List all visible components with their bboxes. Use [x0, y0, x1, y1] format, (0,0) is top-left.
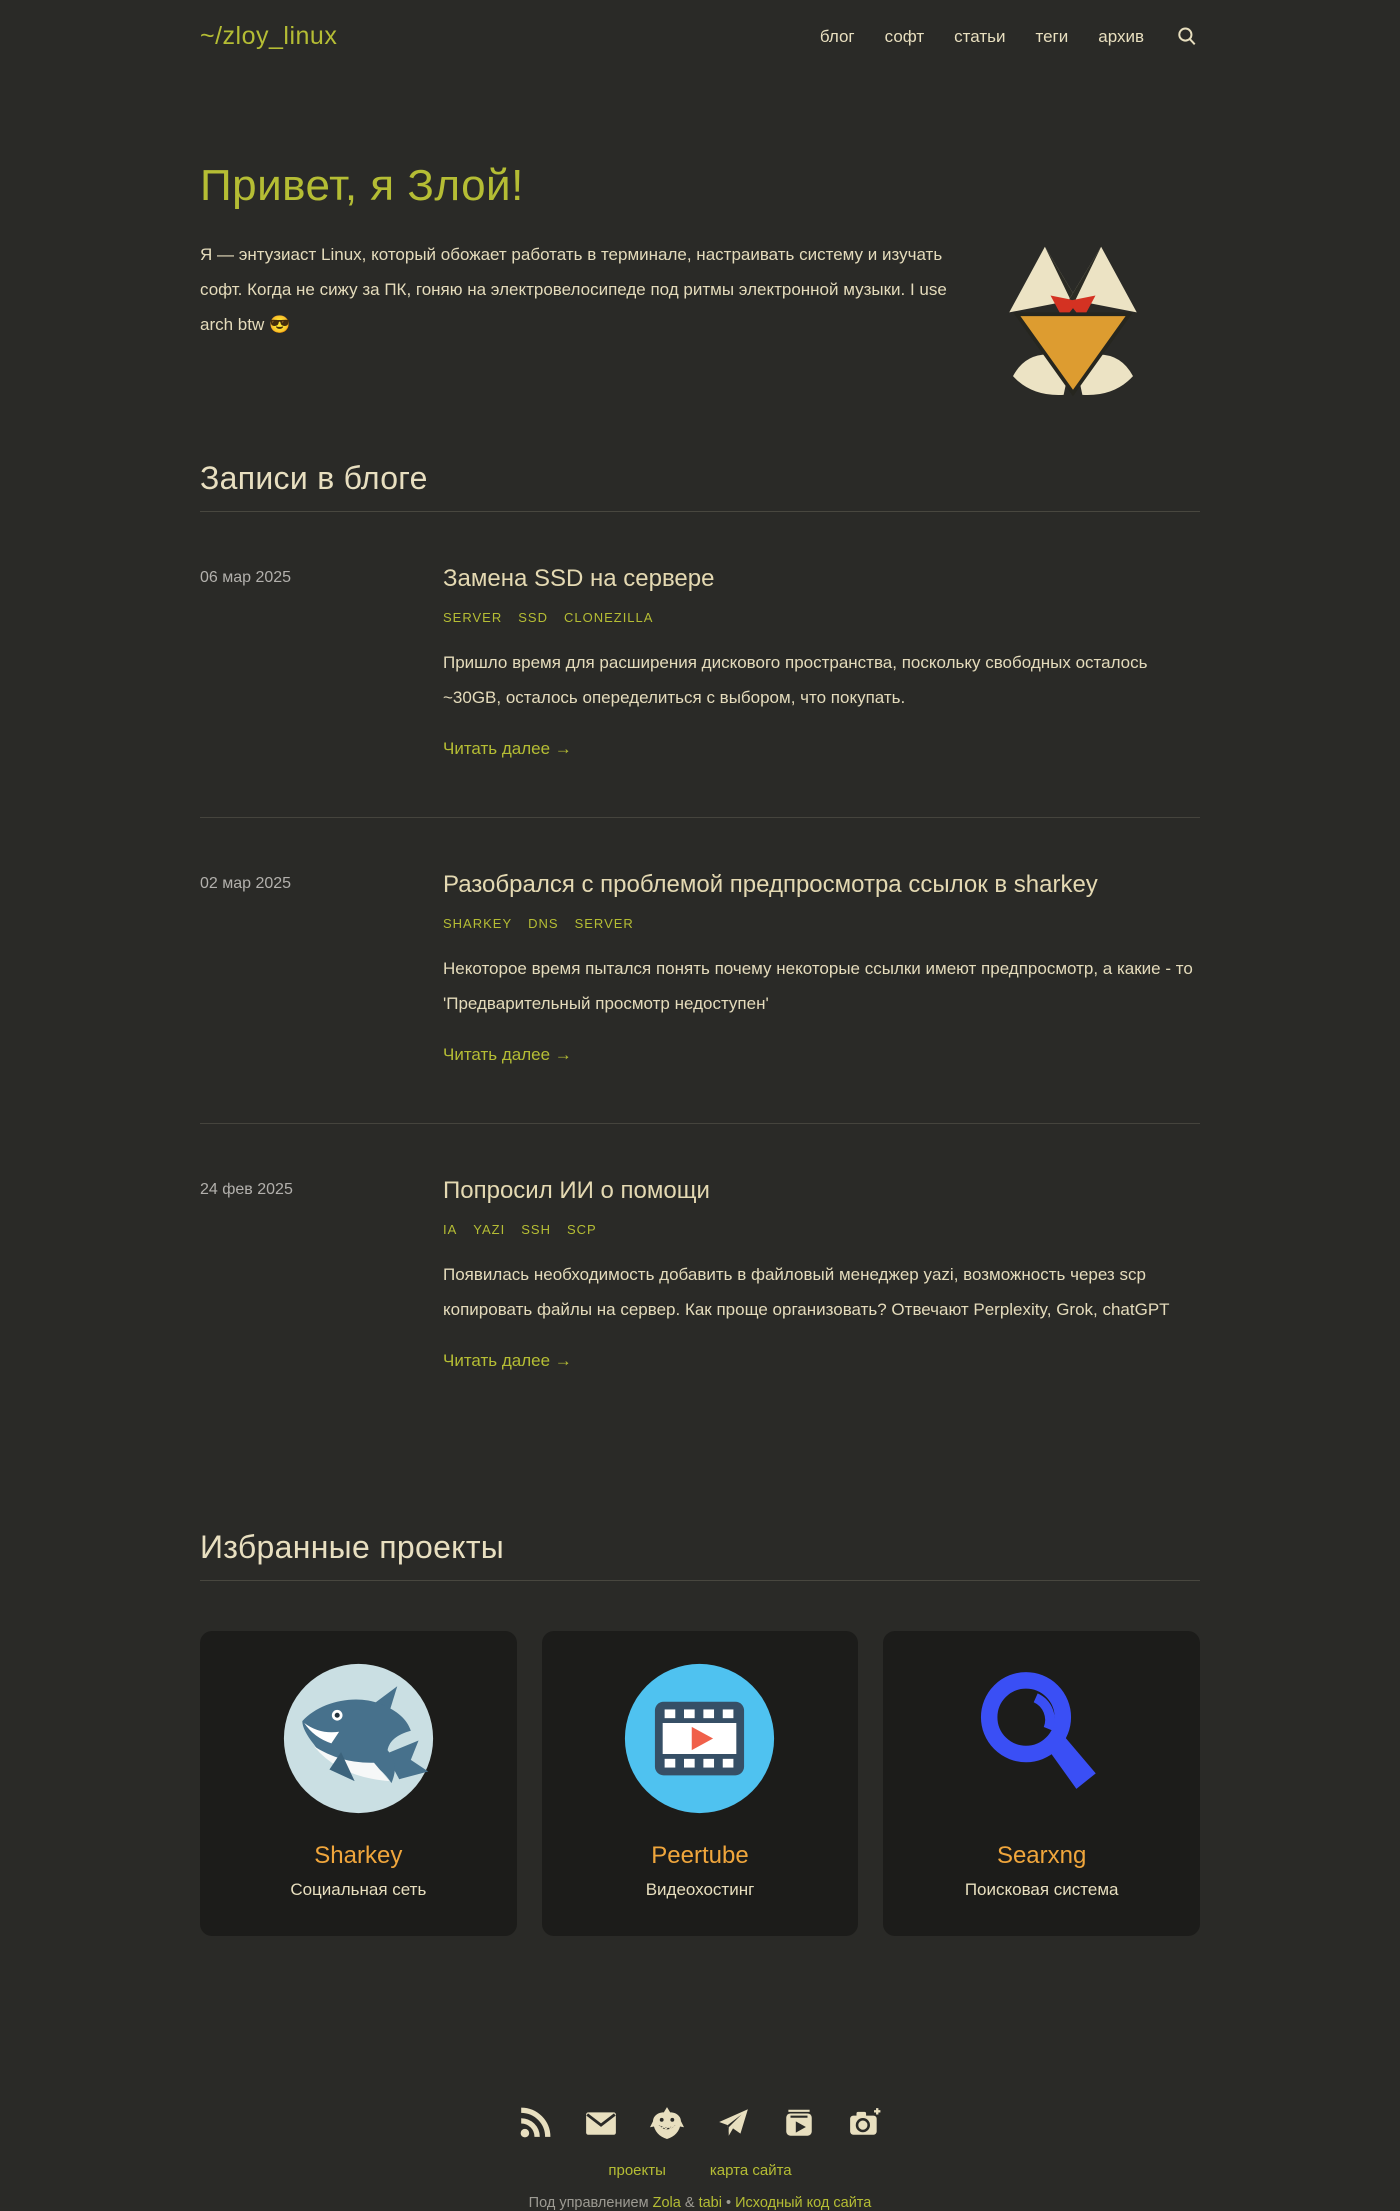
project-subtitle: Поисковая система: [964, 1880, 1119, 1899]
project-title: Sharkey: [314, 1842, 403, 1869]
page-title: Привет, я Злой!: [200, 161, 524, 210]
project-subtitle: Социальная сеть: [290, 1880, 427, 1899]
post-tags: [443, 610, 1200, 625]
hero-intro: Я — энтузиаст Linux, который обожает работать в терминале, настраивать систему и изучать софт. Когда не сижу за ПК, гоняю на электровелосипеде под ритмы электронной музыки. I use arch btw 😎: [200, 245, 947, 334]
post-date: 24 фев 2025: [200, 1181, 293, 1198]
telegram-icon[interactable]: [716, 2106, 750, 2140]
project-card-peertube[interactable]: [542, 1631, 859, 1936]
site-header: [0, 0, 1400, 51]
footer-link-projects[interactable]: проекты: [608, 2162, 666, 2179]
rss-icon[interactable]: [518, 2106, 552, 2140]
tag-link[interactable]: YAZI: [473, 1222, 506, 1237]
source-code-link[interactable]: Исходный код сайта: [735, 2195, 872, 2211]
post-title-link[interactable]: Разобрался с проблемой предпросмотра ссылок в sharkey: [443, 871, 1098, 898]
footer-link-sitemap[interactable]: карта сайта: [709, 2162, 792, 2179]
credits-amp: &: [684, 2195, 695, 2211]
search-icon[interactable]: [1174, 24, 1200, 50]
credits-sep: •: [726, 2195, 732, 2211]
site-footer: [0, 2106, 1400, 2211]
post-excerpt: Некоторое время пытался понять почему некоторые ссылки имеют предпросмотр, а какие - то 'Предварительный просмотр недоступен': [443, 959, 1193, 1013]
main-nav: [820, 24, 1200, 50]
tag-link[interactable]: SSH: [521, 1222, 551, 1237]
camera-plus-icon[interactable]: [848, 2106, 882, 2140]
hero-section: [200, 161, 1200, 402]
site-logo[interactable]: ~/zloy_linux: [200, 22, 338, 50]
project-cards: [200, 1631, 1200, 1936]
post-tags: [443, 916, 1200, 931]
social-links: [0, 2106, 1400, 2140]
credits-prefix: Под управлением: [528, 2195, 649, 2211]
nav-blog[interactable]: блог: [819, 26, 855, 46]
nav-articles[interactable]: статьи: [954, 26, 1006, 46]
project-title: Searxng: [996, 1842, 1087, 1869]
post-excerpt: Появилась необходимость добавить в файловый менеджер yazi, возможность через scp копировать файлы на сервер. Как проще организовать? Отвечают Perplexity, Grok, chatGPT: [443, 1265, 1170, 1319]
zola-link[interactable]: Zola: [652, 2195, 681, 2211]
post-title-link[interactable]: Попросил ИИ о помощи: [443, 1177, 710, 1204]
shark-icon: [281, 1661, 436, 1816]
blog-posts: [200, 512, 1200, 1429]
tabi-link[interactable]: tabi: [698, 2195, 722, 2211]
projects-section-title: Избранные проекты: [200, 1529, 1200, 1581]
project-card-sharkey[interactable]: [200, 1631, 517, 1936]
blog-post: [200, 1124, 1200, 1429]
nav-soft[interactable]: софт: [884, 26, 925, 46]
project-subtitle: Видеохостинг: [645, 1880, 755, 1899]
tag-link[interactable]: SCP: [566, 1222, 597, 1237]
project-title: Peertube: [651, 1842, 749, 1869]
read-more-link[interactable]: Читать далее →: [443, 1045, 572, 1064]
tag-link[interactable]: SERVER: [443, 610, 503, 625]
tag-link[interactable]: SERVER: [574, 916, 634, 931]
post-date: 06 мар 2025: [200, 569, 292, 586]
angry-fox-icon: [998, 239, 1148, 402]
project-card-searxng[interactable]: [883, 1631, 1200, 1936]
film-strip-icon: [622, 1661, 777, 1816]
blog-post: [200, 512, 1200, 818]
post-date: 02 мар 2025: [200, 875, 292, 892]
footer-links: [0, 2162, 1400, 2179]
email-icon[interactable]: [584, 2106, 618, 2140]
sharkey-icon[interactable]: [650, 2106, 684, 2140]
blog-section-title: Записи в блоге: [200, 460, 1200, 512]
peertube-icon[interactable]: [782, 2106, 816, 2140]
tag-link[interactable]: CLONEZILLA: [563, 610, 654, 625]
blog-post: [200, 818, 1200, 1124]
read-more-link[interactable]: Читать далее →: [443, 1351, 572, 1370]
post-title-link[interactable]: Замена SSD на сервере: [443, 565, 715, 592]
nav-tags[interactable]: теги: [1035, 26, 1069, 46]
post-tags: [443, 1222, 1200, 1237]
post-excerpt: Пришло время для расширения дискового пространства, поскольку свободных осталось ~30GB, осталось опеределиться с выбором, что покупать.: [443, 653, 1148, 707]
magnifier-icon: [964, 1661, 1119, 1816]
credits-line: [0, 2195, 1400, 2211]
tag-link[interactable]: SHARKEY: [443, 916, 513, 931]
nav-archive[interactable]: архив: [1098, 26, 1144, 46]
tag-link[interactable]: SSD: [518, 610, 548, 625]
tag-link[interactable]: DNS: [528, 916, 559, 931]
tag-link[interactable]: IA: [443, 1222, 458, 1237]
read-more-link[interactable]: Читать далее →: [443, 739, 572, 758]
